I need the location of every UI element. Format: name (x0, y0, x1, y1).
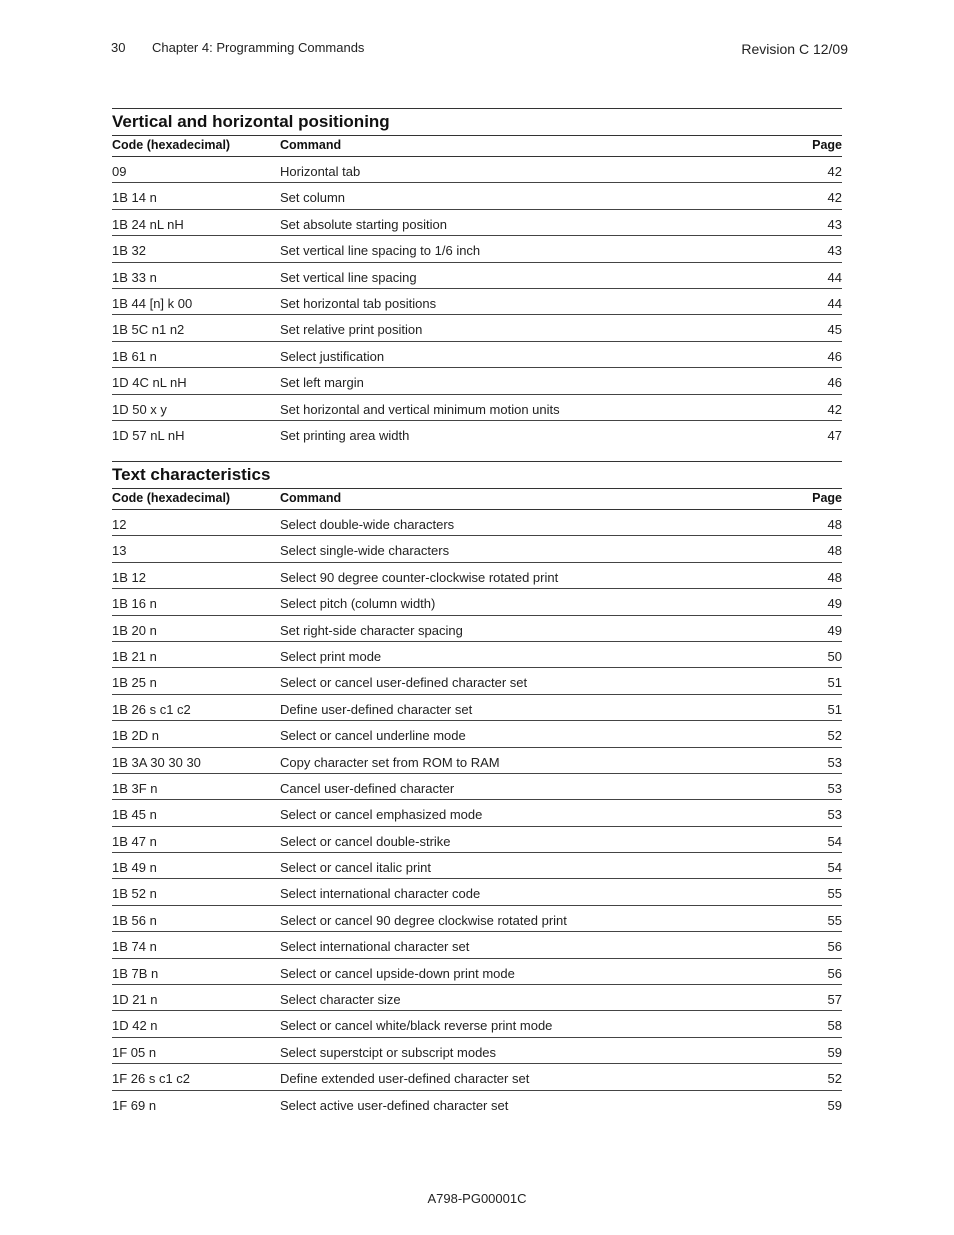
page-cell: 45 (827, 322, 842, 338)
page-cell: 56 (827, 939, 842, 955)
page-cell: 53 (827, 754, 842, 770)
page-cell: 42 (827, 401, 842, 417)
command-cell: Copy character set from ROM to RAM (280, 754, 500, 770)
table-row (112, 642, 842, 668)
code-cell: 12 (112, 517, 127, 532)
command-cell: Select international character code (280, 886, 481, 902)
command-cell: Set vertical line spacing (280, 269, 417, 285)
table-row (112, 563, 842, 589)
command-cell: Define extended user-defined character set (280, 1071, 530, 1087)
code-cell: 1B 16 n (112, 596, 157, 612)
table-row (112, 721, 842, 747)
code-cell: 1B 33 n (112, 269, 157, 285)
table-row (112, 315, 842, 341)
table-row (112, 827, 842, 853)
column-header-page: Page (812, 491, 842, 505)
code-cell: 1B 21 n (112, 648, 157, 664)
table-row (112, 289, 842, 315)
page-cell: 54 (827, 833, 842, 849)
table-row (112, 510, 842, 536)
code-cell: 1B 24 nL nH (112, 216, 184, 232)
page-cell: 59 (827, 1097, 842, 1113)
command-cell: Select pitch (column width) (280, 596, 436, 612)
table-body (112, 157, 842, 447)
command-cell: Select double-wide characters (280, 517, 455, 532)
page-cell: 56 (827, 965, 842, 981)
table-row (112, 1011, 842, 1037)
code-cell: 1F 05 n (112, 1044, 157, 1060)
table-header (112, 488, 842, 510)
code-cell: 09 (112, 164, 127, 179)
page-cell: 55 (827, 912, 842, 928)
table-row (112, 210, 842, 236)
command-cell: Select superstcipt or subscript modes (280, 1044, 497, 1060)
table-row (112, 342, 842, 368)
code-cell: 1B 26 s c1 c2 (112, 701, 191, 717)
command-cell: Select print mode (280, 648, 382, 664)
code-cell: 1B 44 [n] k 00 (112, 295, 193, 311)
table-row (112, 183, 842, 209)
page-cell: 44 (827, 295, 842, 311)
page-cell: 46 (827, 348, 842, 364)
command-cell: Cancel user-defined character (280, 780, 455, 796)
page-cell: 55 (827, 886, 842, 902)
code-cell: 1B 2D n (112, 728, 159, 744)
command-cell: Set horizontal and vertical minimum motion units (280, 401, 560, 417)
table-row (112, 1064, 842, 1090)
page-cell: 48 (827, 569, 842, 585)
section-title: Text characteristics (112, 461, 842, 488)
command-cell: Select or cancel white/black reverse print mode (280, 1018, 553, 1034)
command-cell: Set relative print position (280, 322, 423, 338)
page-cell: 48 (827, 543, 842, 559)
code-cell: 1B 61 n (112, 348, 157, 364)
table-row (112, 748, 842, 774)
page-cell: 48 (827, 517, 842, 532)
page-cell: 43 (827, 243, 842, 259)
table-row (112, 932, 842, 958)
command-cell: Set horizontal tab positions (280, 295, 437, 311)
page-cell: 44 (827, 269, 842, 285)
table-row (112, 906, 842, 932)
command-cell: Select active user-defined character set (280, 1097, 509, 1113)
command-cell: Select or cancel italic print (280, 860, 432, 876)
command-cell: Define user-defined character set (280, 701, 473, 717)
page-cell: 59 (827, 1044, 842, 1060)
command-cell: Set vertical line spacing to 1/6 inch (280, 243, 481, 259)
column-header-command: Command (280, 491, 342, 505)
command-cell: Select justification (280, 348, 385, 364)
table-row (112, 263, 842, 289)
table-row (112, 1038, 842, 1064)
table-row (112, 157, 842, 183)
code-cell: 1D 21 n (112, 992, 158, 1008)
table-body (112, 510, 842, 1117)
code-cell: 1B 25 n (112, 675, 157, 691)
command-cell: Select or cancel user-defined character set (280, 675, 528, 691)
code-cell: 1D 42 n (112, 1018, 158, 1034)
code-cell: 1B 45 n (112, 807, 157, 823)
code-cell: 1B 74 n (112, 939, 157, 955)
table-row (112, 368, 842, 394)
table-row (112, 695, 842, 721)
code-cell: 1B 56 n (112, 912, 157, 928)
page-cell: 58 (827, 1018, 842, 1034)
page-cell: 43 (827, 216, 842, 232)
table-row (112, 589, 842, 615)
command-cell: Set right-side character spacing (280, 622, 463, 638)
page-cell: 53 (827, 807, 842, 823)
page-cell: 52 (827, 1071, 842, 1087)
command-cell: Select single-wide characters (280, 543, 450, 559)
table-row (112, 1091, 842, 1117)
table-header (112, 135, 842, 157)
code-cell: 1B 5C n1 n2 (112, 322, 185, 338)
table-row (112, 879, 842, 905)
page-cell: 51 (827, 675, 842, 691)
page-cell: 49 (827, 622, 842, 638)
code-cell: 1B 3A 30 30 30 (112, 754, 201, 770)
table-row (112, 236, 842, 262)
table-row (112, 774, 842, 800)
column-header-command: Command (280, 138, 342, 152)
command-cell: Select character size (280, 992, 401, 1008)
page-cell: 50 (827, 648, 842, 664)
command-cell: Select or cancel 90 degree clockwise rotated print (280, 912, 567, 928)
code-cell: 1B 47 n (112, 833, 157, 849)
revision-label: Revision C 12/09 (741, 41, 848, 57)
code-cell: 1B 49 n (112, 860, 157, 876)
code-cell: 1D 4C nL nH (112, 375, 187, 391)
section-positioning (112, 108, 842, 447)
table-row (112, 800, 842, 826)
page-cell: 47 (827, 427, 842, 443)
code-cell: 1B 32 (112, 243, 146, 259)
page-cell: 51 (827, 701, 842, 717)
command-cell: Set left margin (280, 375, 364, 391)
page-cell: 53 (827, 780, 842, 796)
document-id: A798-PG00001C (427, 1191, 527, 1206)
page-number: 30 (111, 40, 126, 55)
table-row (112, 616, 842, 642)
code-cell: 1F 26 s c1 c2 (112, 1071, 191, 1087)
code-cell: 1B 14 n (112, 190, 157, 206)
code-cell: 1B 20 n (112, 622, 157, 638)
table-row (112, 985, 842, 1011)
command-cell: Set column (280, 190, 346, 206)
section-title: Vertical and horizontal positioning (112, 108, 842, 135)
section-text-characteristics (112, 461, 842, 1117)
page-cell: 42 (827, 164, 842, 179)
table-row (112, 536, 842, 562)
page-cell: 52 (827, 728, 842, 744)
command-cell: Horizontal tab (280, 164, 361, 179)
code-cell: 1B 12 (112, 569, 146, 585)
command-cell: Select or cancel emphasized mode (280, 807, 483, 823)
page-cell: 54 (827, 860, 842, 876)
code-cell: 1B 3F n (112, 780, 158, 796)
table-row (112, 421, 842, 447)
code-cell: 13 (112, 543, 127, 559)
command-cell: Set printing area width (280, 427, 410, 443)
code-cell: 1F 69 n (112, 1097, 157, 1113)
table-row (112, 959, 842, 985)
command-cell: Select or cancel double-strike (280, 833, 451, 849)
table-row (112, 668, 842, 694)
code-cell: 1D 57 nL nH (112, 427, 185, 443)
page-cell: 42 (827, 190, 842, 206)
chapter-title: Chapter 4: Programming Commands (152, 40, 365, 55)
command-cell: Select 90 degree counter-clockwise rotated print (280, 569, 559, 585)
column-header-page: Page (812, 138, 842, 152)
command-cell: Set absolute starting position (280, 216, 447, 232)
command-cell: Select international character set (280, 939, 470, 955)
command-cell: Select or cancel upside-down print mode (280, 965, 515, 981)
code-cell: 1B 7B n (112, 965, 159, 981)
page-cell: 49 (827, 596, 842, 612)
page-cell: 57 (827, 992, 842, 1008)
command-cell: Select or cancel underline mode (280, 728, 466, 744)
code-cell: 1D 50 x y (112, 401, 167, 417)
table-row (112, 853, 842, 879)
column-header-code: Code (hexadecimal) (112, 491, 231, 505)
page-cell: 46 (827, 375, 842, 391)
column-header-code: Code (hexadecimal) (112, 138, 231, 152)
table-row (112, 395, 842, 421)
code-cell: 1B 52 n (112, 886, 157, 902)
